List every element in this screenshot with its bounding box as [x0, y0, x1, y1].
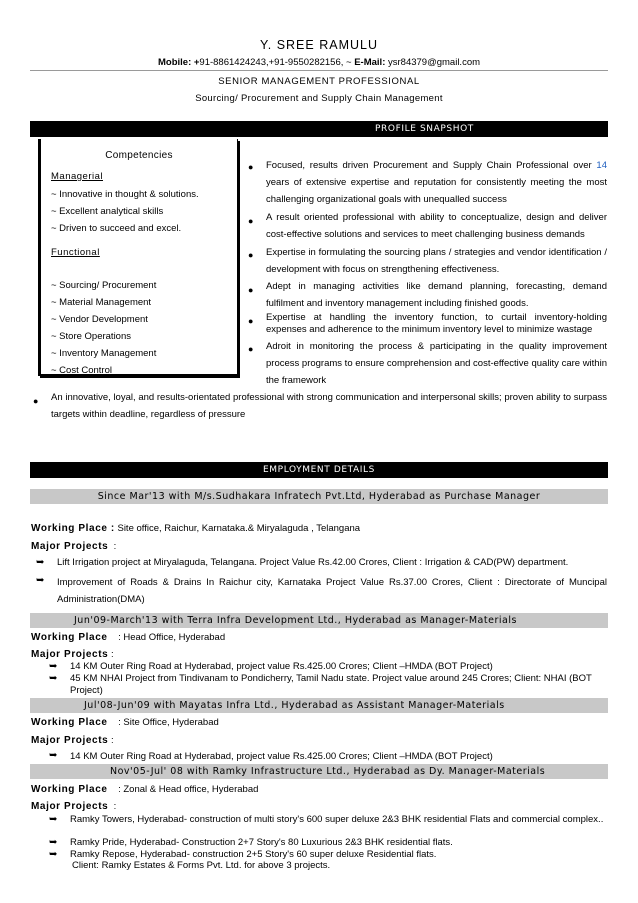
profile-wide-bullet: An innovative, loyal, and results-orientated professional with strong communication and interpersonal skills; proven ability to surpass targets within deadline, regardless of pressure [51, 392, 607, 420]
project-item: 14 KM Outer Ring Road at Hyderabad, project value Rs.425.00 Crores; Client –HMDA (BOT Project) [70, 661, 493, 672]
functional-heading: Functional [51, 247, 100, 258]
professional-title: SENIOR MANAGEMENT PROFESSIONAL [218, 76, 420, 87]
major-projects-row [31, 541, 116, 552]
managerial-item: ~ Driven to succeed and excel. [51, 223, 182, 234]
job-heading: Nov'05-Jul' 08 with Ramky Infrastructure Ltd., Hyderabad as Dy. Manager-Materials [110, 766, 546, 777]
arrow-bullet-icon: ➥ [36, 557, 45, 568]
years-highlight: 14 [596, 160, 607, 171]
job-heading-bar [30, 698, 608, 713]
working-place-label: Working Place : [31, 523, 115, 534]
project-item: 14 KM Outer Ring Road at Hyderabad, project value Rs.425.00 Crores; Client –HMDA (BOT Project) [70, 751, 493, 762]
profile-bullet-text: Focused, results driven Procurement and Supply Chain Professional over [266, 160, 592, 171]
working-place-value: : Zonal & Head office, Hyderabad [118, 784, 259, 795]
arrow-bullet-icon: ➥ [49, 661, 58, 672]
mobile-label: Mobile: + [157, 57, 200, 68]
working-place-row [31, 784, 258, 795]
working-place-row [31, 717, 219, 728]
competencies-box [38, 139, 238, 376]
major-projects-label: Major Projects [31, 801, 109, 812]
major-projects-row [31, 649, 114, 660]
contact-line [0, 57, 638, 68]
major-projects-colon: : [113, 541, 117, 552]
project-item: Ramky Repose, Hyderabad- construction 2+5 Story's 60 super deluxe Residential flats. [70, 849, 437, 860]
competencies-title: Competencies [105, 150, 173, 161]
working-place-value: : Head Office, Hyderabad [118, 632, 226, 643]
profile-snapshot-label: PROFILE SNAPSHOT [375, 124, 474, 134]
header-divider [30, 70, 608, 71]
functional-item: ~ Vendor Development [51, 314, 148, 325]
email-label: E-Mail: [354, 57, 386, 68]
working-place-value: : Site Office, Hyderabad [118, 717, 219, 728]
profile-snapshot-bar [30, 121, 608, 137]
profile-bullet: Adept in managing activities like demand planning, forecasting, demand fulfilment and inventory management including finished goods. [266, 281, 607, 309]
managerial-item: ~ Innovative in thought & solutions. [51, 189, 199, 200]
functional-item: ~ Sourcing/ Procurement [51, 280, 157, 291]
major-projects-label: Major Projects [31, 541, 109, 552]
arrow-bullet-icon: ➥ [49, 849, 58, 860]
job-heading: Jun'09-March'13 with Terra Infra Development Ltd., Hyderabad as Manager-Materials [74, 615, 517, 626]
working-place-label: Working Place [31, 784, 108, 795]
candidate-name: Y. SREE RAMULU [260, 38, 378, 52]
arrow-bullet-icon: ➥ [49, 814, 58, 825]
profile-bullet: A result oriented professional with ability to conceptualize, design and deliver cost-effective solutions and services to meet challenging business demands [266, 212, 607, 240]
arrow-bullet-icon: ➥ [49, 673, 58, 684]
managerial-item: ~ Excellent analytical skills [51, 206, 164, 217]
major-projects-label: Major Projects [31, 649, 109, 660]
professional-subtitle: Sourcing/ Procurement and Supply Chain Management [195, 93, 443, 104]
job-heading-bar [30, 764, 608, 779]
major-projects-colon: : [110, 735, 114, 746]
arrow-bullet-icon: ➥ [49, 750, 58, 761]
working-place-label: Working Place [31, 632, 108, 643]
employment-details-bar [30, 462, 608, 478]
major-projects-colon: : [113, 801, 117, 812]
client-note: Client: Ramky Estates & Forms Pvt. Ltd. for above 3 projects. [72, 860, 331, 871]
arrow-bullet-icon: ➥ [49, 837, 58, 848]
bullet-dot: ● [248, 162, 254, 172]
functional-item: ~ Store Operations [51, 331, 132, 342]
managerial-heading: Managerial [51, 171, 103, 182]
working-place-label: Working Place [31, 717, 108, 728]
functional-item: ~ Inventory Management [51, 348, 157, 359]
email-value: ysr84379@gmail.com [388, 57, 481, 68]
functional-item: ~ Cost Control [51, 365, 112, 376]
functional-item: ~ Material Management [51, 297, 152, 308]
project-item: Ramky Towers, Hyderabad- construction of multi story's 600 super deluxe 2&3 BHK residential Flats and commercial complex.. [70, 814, 604, 825]
arrow-bullet-icon: ➥ [36, 575, 45, 586]
profile-bullet: Adroit in monitoring the process & participating in the quality improvement process programs to ensure comprehension and cost-effective quality care within the framework [266, 341, 607, 386]
bullet-dot: ● [248, 250, 254, 260]
major-projects-colon: : [110, 649, 114, 660]
project-item: Lift Irrigation project at Miryalaguda, Telangana. Project Value Rs.42.00 Crores, Client : Irrigation & CAD(PW) department. [57, 557, 569, 568]
working-place-row [31, 632, 225, 643]
bullet-dot: ● [33, 396, 39, 406]
job-heading-bar [30, 489, 608, 504]
job-heading: Jul'08-Jun'09 with Mayatas Infra Ltd., Hyderabad as Assistant Manager-Materials [84, 700, 505, 711]
major-projects-row [31, 735, 114, 746]
major-projects-row [31, 801, 116, 812]
working-place-value: Site office, Raichur, Karnataka.& Miryalaguda , Telangana [117, 523, 361, 534]
project-item: Ramky Pride, Hyderabad- Construction 2+7 Story's 80 Luxurious 2&3 BHK residential flats. [70, 837, 453, 848]
working-place-row [31, 523, 360, 534]
project-item: Improvement of Roads & Drains In Raichur city, Karnataka Project Value Rs.37.00 Crores, Client : Directorate of Muncipal Administration(DMA) [57, 577, 607, 605]
profile-bullet [266, 157, 607, 208]
profile-bullet-rest: years of extensive expertise and reputation for consistently meeting the most challenging organizational goals with unequalled success [266, 177, 607, 205]
bullet-dot: ● [248, 216, 254, 226]
job-heading-bar [30, 613, 608, 628]
profile-bullet: Expertise in formulating the sourcing plans / strategies and vendor identification / development with focus on strengthening effectiveness. [266, 247, 607, 275]
profile-bullet: Expertise at handling the inventory function, to curtail inventory-holding expenses and adherence to the minimum inventory level to minimize wastage [266, 312, 607, 335]
employment-details-label: EMPLOYMENT DETAILS [263, 465, 375, 475]
project-item: 45 KM NHAI Project from Tindivanam to Pondicherry, Tamil Nadu state. Project value around 245 Crores; Client: NHAI (BOT Project) [70, 673, 592, 696]
bullet-dot: ● [248, 316, 254, 326]
job-heading: Since Mar'13 with M/s.Sudhakara Infratech Pvt.Ltd, Hyderabad as Purchase Manager [97, 491, 541, 502]
major-projects-label: Major Projects [31, 735, 109, 746]
mobile-value: 91-8861424243,+91-9550282156, ~ [199, 57, 355, 68]
bullet-dot: ● [248, 285, 254, 295]
bullet-dot: ● [248, 344, 254, 354]
